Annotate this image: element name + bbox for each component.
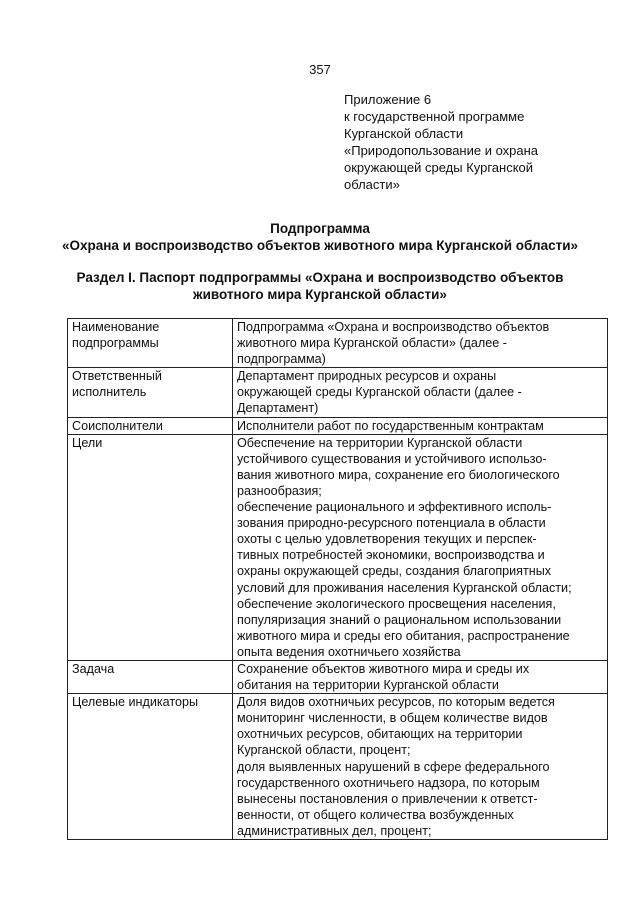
row-content-line: подпрограмма) xyxy=(237,352,326,367)
row-content xyxy=(233,368,608,417)
row-content-line: Доля видов охотничьих ресурсов, по которым ведется xyxy=(237,695,555,710)
table-row xyxy=(68,660,608,693)
row-content-line: условий для проживания населения Курганской области; xyxy=(237,580,572,595)
passport-table xyxy=(67,318,608,840)
row-content-line: мониторинг численности, в общем количестве видов xyxy=(237,711,548,726)
row-label xyxy=(68,319,233,368)
row-content-line: тивных потребностей экономики, воспроизводства и xyxy=(237,548,545,563)
row-content xyxy=(233,694,608,840)
row-content-line: Курганской области, процент; xyxy=(237,743,411,758)
row-content xyxy=(233,417,608,434)
row-label-line: Цели xyxy=(72,435,103,450)
row-content-line: охраны окружающей среды, создания благоприятных xyxy=(237,564,552,579)
row-content-line: охотничьих ресурсов, обитающих на территории xyxy=(237,727,523,742)
row-label xyxy=(68,368,233,417)
row-label-line: подпрограммы xyxy=(72,336,159,351)
appendix-note xyxy=(344,91,604,193)
row-content-line: вынесены постановления о привлечении к ответст- xyxy=(237,791,538,806)
row-content-line: устойчивого существования и устойчивого использо- xyxy=(237,451,547,466)
row-label-line: Ответственный xyxy=(72,369,162,384)
row-content-line: популяризация знаний о рациональном использовании xyxy=(237,612,562,627)
section-heading-line: животного мира Курганской области» xyxy=(193,287,447,302)
row-content-line: Исполнители работ по государственным контрактам xyxy=(237,418,544,433)
row-content-line: обеспечение экологического просвещения населения, xyxy=(237,596,556,611)
row-label-line: исполнитель xyxy=(72,385,147,400)
row-label xyxy=(68,694,233,840)
row-content-line: зования природно-ресурсного потенциала в области xyxy=(237,516,546,531)
row-content-line: животного мира Курганской области» (далее - xyxy=(237,336,507,351)
row-content-line: обитания на территории Курганской области xyxy=(237,678,499,693)
row-content-line: Департамент природных ресурсов и охраны xyxy=(237,369,497,384)
table-row xyxy=(68,319,608,368)
row-content-line: государственного охотничьего надзора, по которым xyxy=(237,775,540,790)
row-label-line: Соисполнители xyxy=(72,418,163,433)
row-content-line: вания животного мира, сохранение его биологического xyxy=(237,467,560,482)
subprogram-heading-line: Подпрограмма xyxy=(270,221,370,236)
row-label xyxy=(68,660,233,693)
subprogram-heading-line: «Охрана и воспроизводство объектов животного мира Курганской области» xyxy=(61,238,579,253)
appendix-line: Курганской области xyxy=(344,126,464,141)
appendix-line: «Природопользование и охрана xyxy=(344,143,539,158)
appendix-line: к государственной программе xyxy=(344,109,525,124)
appendix-line: окружающей среды Курганской xyxy=(344,160,534,175)
row-content-line: животного мира и среды его обитания, распространение xyxy=(237,628,570,643)
row-content-line: обеспечение рационального и эффективного исполь- xyxy=(237,500,552,515)
row-label-line: Наименование xyxy=(72,320,160,334)
row-content xyxy=(233,434,608,660)
appendix-line: Приложение 6 xyxy=(344,92,432,107)
table-row xyxy=(68,368,608,417)
row-content-line: охоты с целью удовлетворения текущих и перспек- xyxy=(237,532,537,547)
table-row xyxy=(68,417,608,434)
row-content-line: Сохранение объектов животного мира и среды их xyxy=(237,661,530,676)
row-content-line: разнообразия; xyxy=(237,483,322,498)
row-content xyxy=(233,660,608,693)
appendix-line: области» xyxy=(344,177,400,192)
row-label xyxy=(68,417,233,434)
row-content xyxy=(233,319,608,368)
subprogram-heading xyxy=(0,220,640,254)
row-content-line: Департамент) xyxy=(237,401,319,416)
section-heading xyxy=(0,269,640,303)
row-content-line: административных дел, процент; xyxy=(237,823,432,838)
row-label-line: Задача xyxy=(72,661,115,676)
row-content-line: венности, от общего количества возбужденных xyxy=(237,807,514,822)
table-row xyxy=(68,434,608,660)
row-content-line: Подпрограмма «Охрана и воспроизводство объектов xyxy=(237,320,550,334)
row-content-line: Обеспечение на территории Курганской области xyxy=(237,435,523,450)
page-number: 357 xyxy=(309,62,331,77)
row-content-line: окружающей среды Курганской области (далее - xyxy=(237,385,522,400)
table-row xyxy=(68,694,608,840)
row-content-line: доля выявленных нарушений в сфере федерального xyxy=(237,759,550,774)
row-content-line: опыта ведения охотничьего хозяйства xyxy=(237,644,461,659)
section-heading-line: Раздел I. Паспорт подпрограммы «Охрана и воспроизводство объектов xyxy=(76,270,564,285)
row-label xyxy=(68,434,233,660)
row-label-line: Целевые индикаторы xyxy=(72,695,199,710)
